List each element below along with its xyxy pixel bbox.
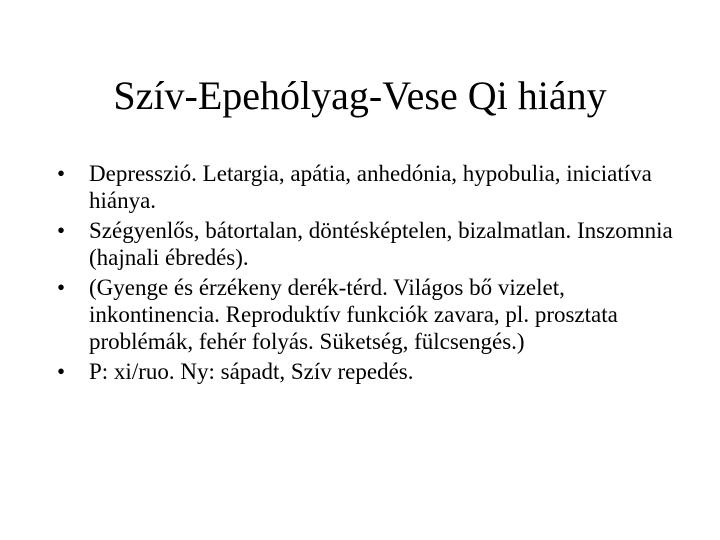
bullet-item — [57, 358, 687, 385]
bullet-icon: • — [57, 275, 66, 300]
bullet-item — [57, 274, 687, 355]
bullet-text: Szégyenlős, bátortalan, döntésképtelen, bizalmatlan. Inszomnia (hajnali ébredés). — [89, 218, 673, 270]
bullet-text: Depresszió. Letargia, apátia, anhedónia, hypobulia, iniciatíva hiánya. — [89, 161, 652, 213]
bullet-icon: • — [57, 218, 66, 243]
bullet-item — [57, 160, 687, 214]
bullet-text: (Gyenge és érzékeny derék-térd. Világos bő vizelet, inkontinencia. Reproduktív funkciók zavara, pl. prosztata problémák, fehér folyás. Süketség, fülcsengés.) — [89, 275, 618, 354]
bullet-item — [57, 217, 687, 271]
bullet-text: P: xi/ruo. Ny: sápadt, Szív repedés. — [89, 359, 414, 384]
bullet-icon: • — [57, 161, 66, 186]
bullet-icon: • — [57, 359, 66, 384]
slide-title: Szív-Epehólyag-Vese Qi hiány — [113, 73, 607, 118]
bullet-list — [57, 160, 687, 388]
